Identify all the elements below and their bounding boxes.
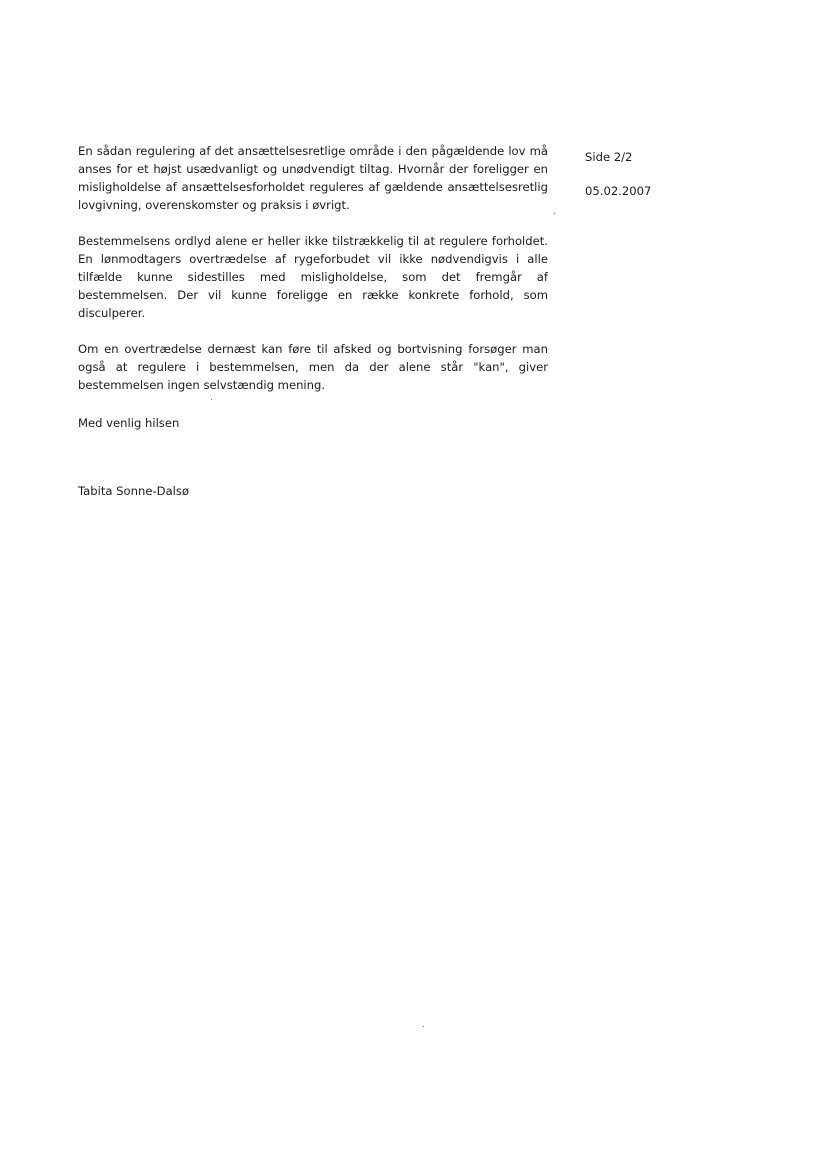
scan-speck [554,213,555,214]
letter-sidebar [585,150,785,198]
paragraph-3: Om en overtrædelse dernæst kan føre til afsked og bortvisning forsøger man også at regulere i bestemmelsen, men da der alene står "kan", giver bestemmelsen ingen selvstændig mening. [78,342,548,392]
signature-name: Tabita Sonne-Dalsø [78,484,190,498]
letter-date: 05.02.2007 [585,184,652,198]
page-number: Side 2/2 [585,150,633,164]
letter-body [78,142,548,394]
closing-salutation: Med venlig hilsen [78,416,180,430]
paragraph-2: Bestemmelsens ordlyd alene er heller ikke tilstrækkelig til at regulere forholdet. En lønmodtagers overtrædelse af rygeforbudet vil ikke nødvendigvis i alle tilfælde kunne sidestilles med misligholdelse, som det fremgår af bestemmelsen. Der vil kunne foreligge en række konkrete forhold, som disculperer. [78,234,548,320]
paragraph-1: En sådan regulering af det ansættelsesretlige område i den pågældende lov må anses for et højst usædvanligt og unødvendigt tiltag. Hvornår der foreligger en misligholdelse af ansættelsesforholdet reguleres af gældende ansættelsesretlig lovgivning, overenskomster og praksis i øvrigt. [78,144,548,212]
scan-speck [423,1026,424,1027]
scan-speck [211,399,212,400]
